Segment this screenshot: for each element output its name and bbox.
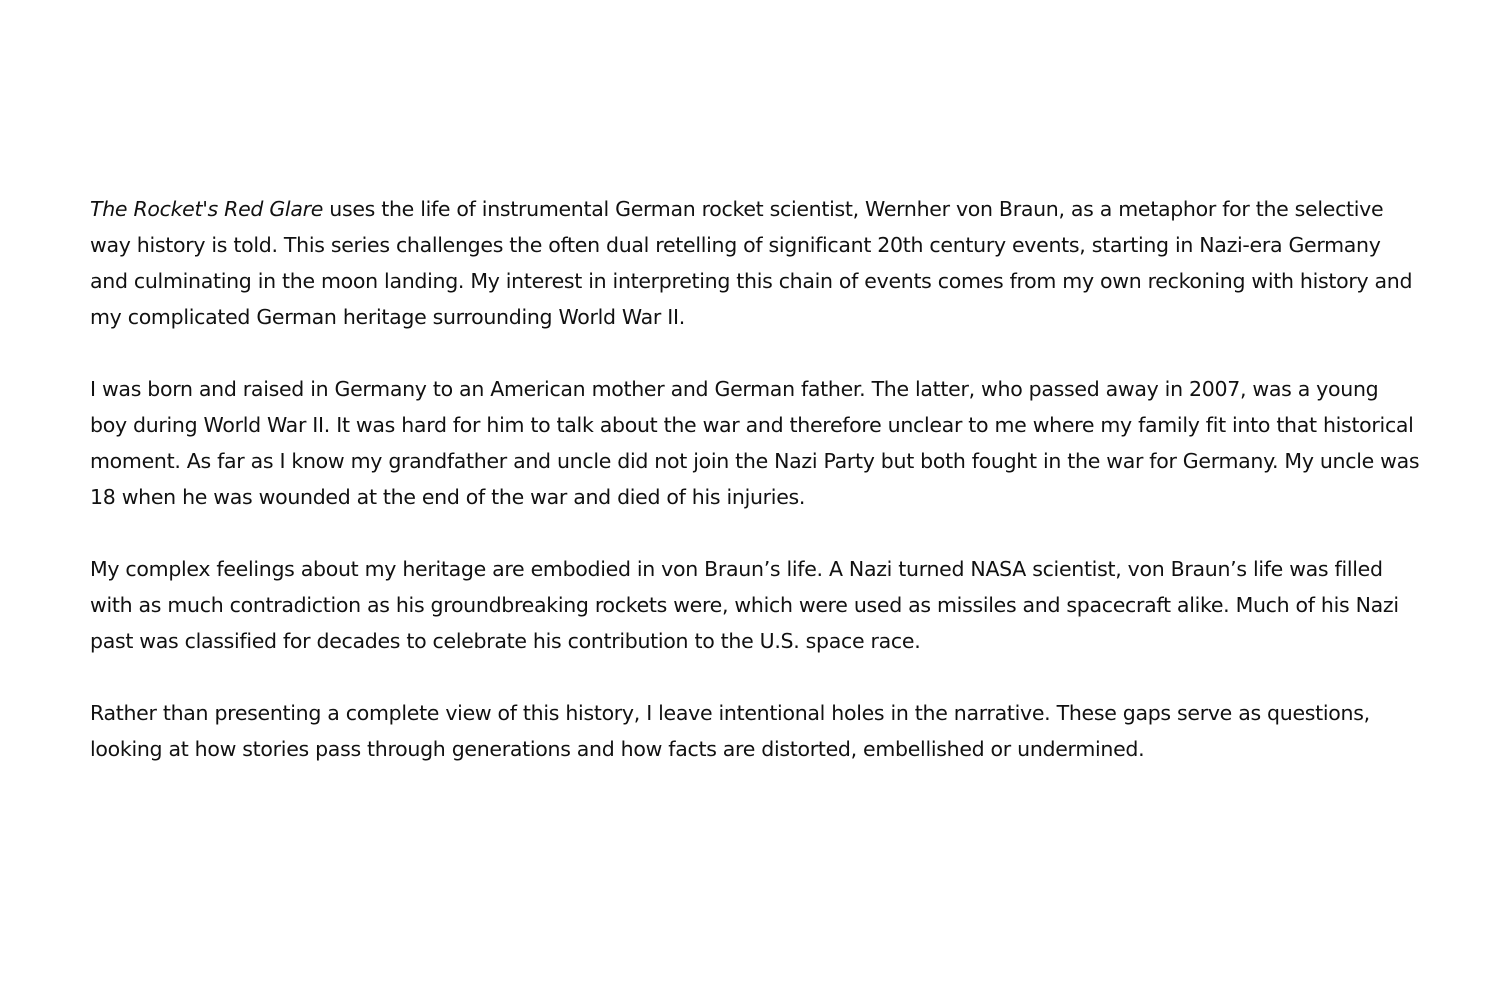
artist-statement (90, 191, 1420, 767)
paragraph-1-text: uses the life of instrumental German rocket scientist, Wernher von Braun, as a metaphor for the selective way history is told. This series challenges the often dual retelling of significant 20th century events, starting in Nazi-era Germany and culminating in the moon landing. My interest in interpreting this chain of events comes from my own reckoning with history and my complicated German heritage surrounding World War II. (90, 197, 1413, 329)
statement-paragraph-1 (90, 191, 1420, 335)
statement-paragraph-4: Rather than presenting a complete view of this history, I leave intentional holes in the narrative. These gaps serve as questions, looking at how stories pass through generations and how facts are distorted, embellished or undermined. (90, 701, 1370, 761)
statement-paragraph-3: My complex feelings about my heritage are embodied in von Braun’s life. A Nazi turned NASA scientist, von Braun’s life was filled with as much contradiction as his groundbreaking rockets were, which were used as missiles and spacecraft alike. Much of his Nazi past was classified for decades to celebrate his contribution to the U.S. space race. (90, 557, 1399, 653)
series-title: The Rocket's Red Glare (90, 197, 324, 221)
statement-paragraph-2: I was born and raised in Germany to an American mother and German father. The latter, who passed away in 2007, was a young boy during World War II. It was hard for him to talk about the war and therefore unclear to me where my family fit into that historical moment. As far as I know my grandfather and uncle did not join the Nazi Party but both fought in the war for Germany. My uncle was 18 when he was wounded at the end of the war and died of his injuries. (90, 377, 1420, 509)
